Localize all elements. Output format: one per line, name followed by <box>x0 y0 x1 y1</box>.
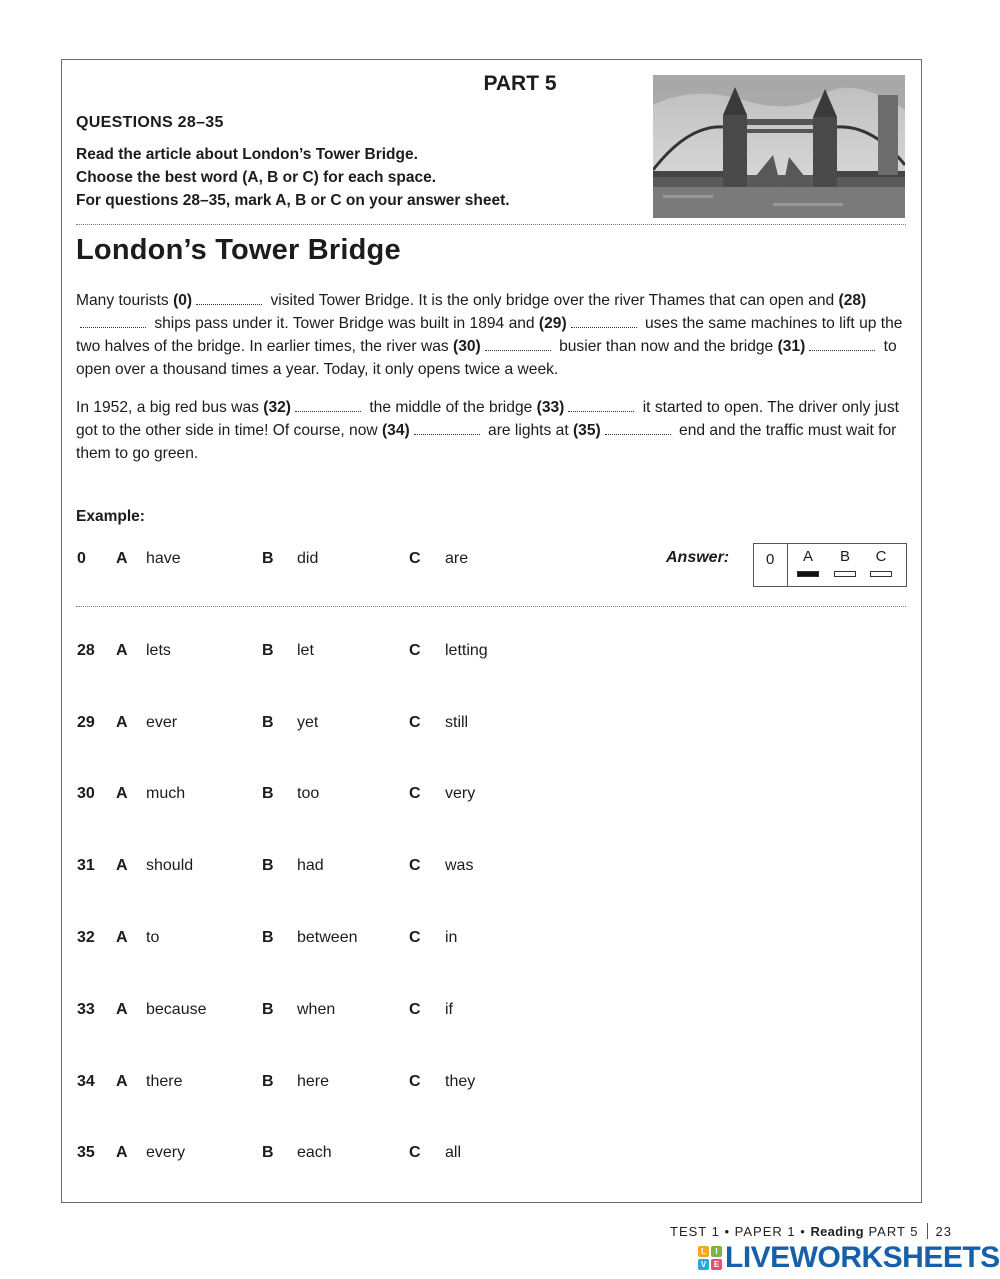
blank-gap <box>196 292 262 305</box>
option-letter-a: A <box>116 550 128 567</box>
question-row <box>0 1073 1000 1097</box>
option-letter-c: C <box>409 1001 421 1018</box>
option-letter-b: B <box>262 857 274 874</box>
option-a[interactable]: to <box>146 929 160 946</box>
option-b[interactable]: each <box>297 1144 332 1161</box>
option-b[interactable]: too <box>297 785 320 802</box>
option-a: have <box>146 550 181 567</box>
option-letter-a: A <box>116 929 128 946</box>
option-letter-a: A <box>116 857 128 874</box>
question-row <box>0 714 1000 738</box>
liveworksheets-logo <box>697 1242 1000 1274</box>
option-c[interactable]: in <box>445 929 458 946</box>
option-letter-b: B <box>262 642 274 659</box>
answer-option-c: C <box>875 548 887 565</box>
option-letter-a: A <box>116 785 128 802</box>
option-c[interactable]: they <box>445 1073 476 1090</box>
option-letter-a: A <box>116 1144 128 1161</box>
liveworksheets-icon: L I V E <box>697 1244 723 1272</box>
blank-gap <box>295 399 361 412</box>
option-b[interactable]: when <box>297 1001 336 1018</box>
option-letter-c: C <box>409 550 421 567</box>
divider <box>76 224 906 225</box>
option-a[interactable]: every <box>146 1144 186 1161</box>
option-letter-b: B <box>262 929 274 946</box>
option-a[interactable]: because <box>146 1001 207 1018</box>
question-number: 33 <box>77 1001 95 1018</box>
option-c[interactable]: was <box>445 857 474 874</box>
option-b[interactable]: here <box>297 1073 330 1090</box>
option-b[interactable]: yet <box>297 714 319 731</box>
option-letter-c: C <box>409 714 421 731</box>
option-letter-c: C <box>409 1073 421 1090</box>
instruction-line: Choose the best word (A, B or C) for each space. <box>76 169 437 186</box>
option-letter-b: B <box>262 785 274 802</box>
tower-bridge-photo <box>653 75 905 218</box>
question-row <box>0 857 1000 881</box>
option-c[interactable]: still <box>445 714 469 731</box>
question-number: 34 <box>77 1073 95 1090</box>
question-row <box>0 929 1000 953</box>
option-a[interactable]: lets <box>146 642 171 659</box>
option-b: did <box>297 550 319 567</box>
option-letter-b: B <box>262 1073 274 1090</box>
option-letter-c: C <box>409 642 421 659</box>
instruction-line: For questions 28–35, mark A, B or C on your answer sheet. <box>76 192 510 209</box>
question-number: 28 <box>77 642 95 659</box>
article-title: London’s Tower Bridge <box>76 234 401 266</box>
option-letter-c: C <box>409 785 421 802</box>
blank-gap <box>485 338 551 351</box>
option-letter-a: A <box>116 714 128 731</box>
questions-heading: QUESTIONS 28–35 <box>76 114 224 131</box>
option-letter-a: A <box>116 1001 128 1018</box>
answer-option-b: B <box>839 548 850 565</box>
instruction-line: Read the article about London’s Tower Bridge. <box>76 146 418 163</box>
question-row <box>0 642 1000 666</box>
option-letter-b: B <box>262 550 274 567</box>
option-c[interactable]: if <box>445 1001 453 1018</box>
option-a[interactable]: there <box>146 1073 183 1090</box>
article-paragraph-1: Many tourists (0) visited Tower Bridge. It is the only bridge over the river Thames that can open and (28) ships pass under it. Tower Bridge was built in 1894 and (29) uses the same machines to lift up the two halves of the bridge. In earlier times, the river was (30) busier than now and the bridge (31) to open over a thousand times a year. Today, it only opens twice a week. <box>76 292 903 378</box>
page-number: 23 <box>935 1224 952 1239</box>
page-frame <box>61 59 922 1203</box>
option-a[interactable]: ever <box>146 714 178 731</box>
option-letter-a: A <box>116 1073 128 1090</box>
option-c[interactable]: letting <box>445 642 488 659</box>
blank-gap <box>568 399 634 412</box>
part-title: PART 5 <box>483 72 557 95</box>
question-number: 30 <box>77 785 95 802</box>
divider <box>76 606 906 607</box>
option-b[interactable]: had <box>297 857 324 874</box>
blank-gap <box>571 315 637 328</box>
option-letter-c: C <box>409 929 421 946</box>
option-letter-c: C <box>409 1144 421 1161</box>
option-a[interactable]: much <box>146 785 186 802</box>
option-b[interactable]: let <box>297 642 314 659</box>
question-row <box>0 1144 1000 1168</box>
blank-gap <box>80 315 146 328</box>
blank-gap <box>809 338 875 351</box>
answer-box <box>753 543 907 587</box>
answer-number: 0 <box>766 551 775 568</box>
article-paragraph-2: In 1952, a big red bus was (32) the middle of the bridge (33) it started to open. The driver only just got to the other side in time! Of course, now (34) are lights at (35) end and the traffic must wait for them to go green. <box>76 399 899 462</box>
question-number: 31 <box>77 857 95 874</box>
question-number: 29 <box>77 714 95 731</box>
question-number: 32 <box>77 929 95 946</box>
answer-mark-b <box>834 571 856 577</box>
answer-mark-c <box>870 571 892 577</box>
brand-name: LIVEWORKSHEETS <box>725 1241 1000 1274</box>
page-footer: TEST 1 • PAPER 1 • Reading PART 5 23 <box>670 1224 952 1239</box>
blank-gap <box>414 422 480 435</box>
option-letter-c: C <box>409 857 421 874</box>
option-letter-b: B <box>262 1001 274 1018</box>
option-b[interactable]: between <box>297 929 358 946</box>
blank-gap <box>605 422 671 435</box>
question-row <box>0 785 1000 809</box>
example-label: Example: <box>76 508 145 525</box>
option-c[interactable]: very <box>445 785 476 802</box>
answer-option-a: A <box>802 548 813 565</box>
option-a[interactable]: should <box>146 857 194 874</box>
option-letter-b: B <box>262 714 274 731</box>
option-c: are <box>445 550 469 567</box>
question-number: 35 <box>77 1144 95 1161</box>
option-letter-a: A <box>116 642 128 659</box>
answer-mark-a <box>797 571 819 577</box>
option-letter-b: B <box>262 1144 274 1161</box>
question-row <box>0 1001 1000 1025</box>
answer-label: Answer: <box>666 549 730 566</box>
option-c[interactable]: all <box>445 1144 462 1161</box>
question-number: 0 <box>77 550 86 567</box>
